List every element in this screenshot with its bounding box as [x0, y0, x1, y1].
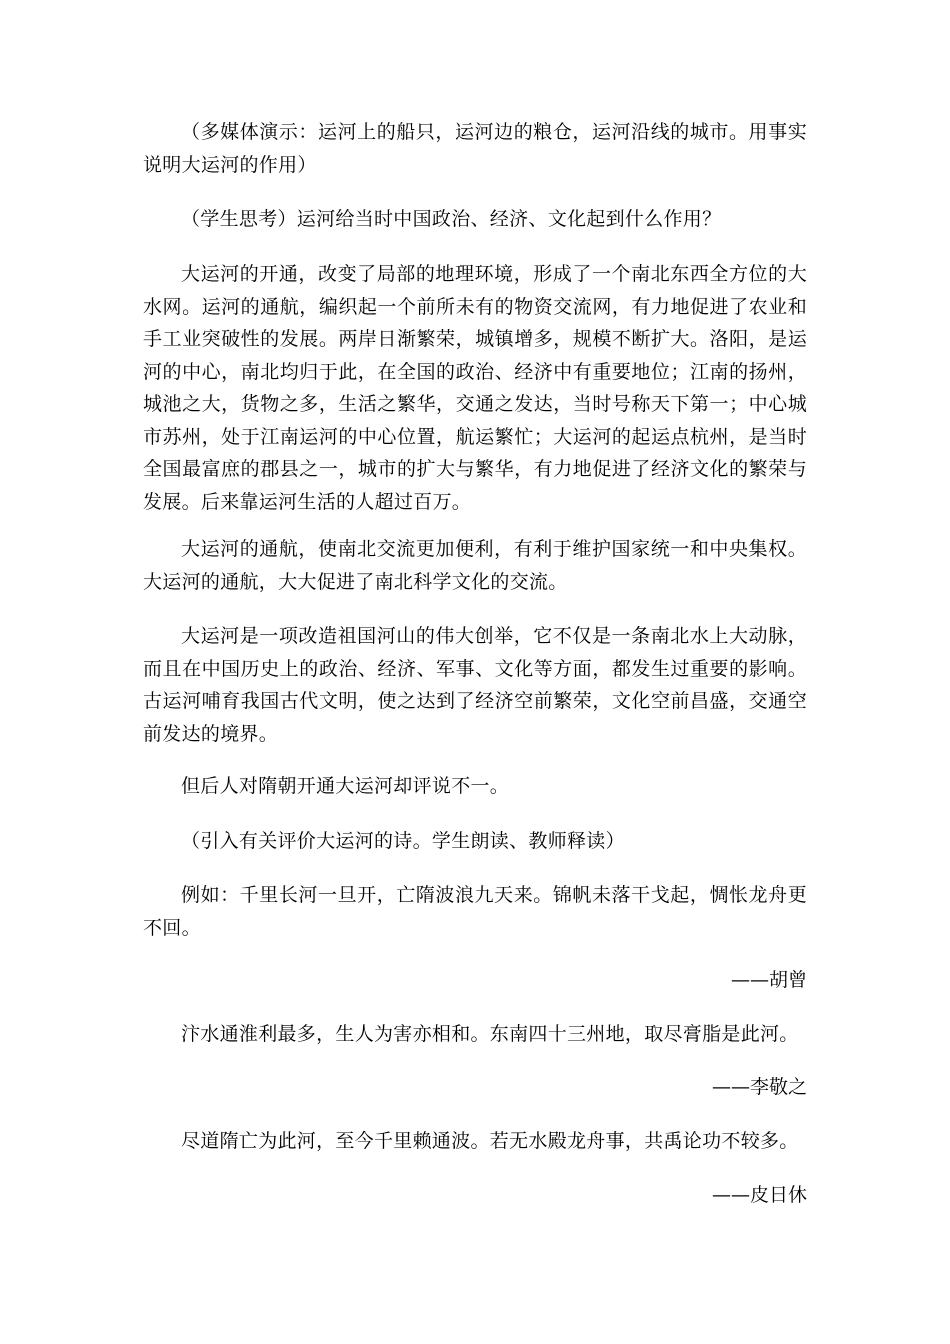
- paragraph-poem-intro: （引入有关评价大运河的诗。学生朗读、教师释读）: [181, 830, 625, 852]
- paragraph-student-question: （学生思考）运河给当时中国政治、经济、文化起到什么作用？: [181, 208, 722, 230]
- poem-pi-rixiu-text: 尽道隋亡为此河，至今千里赖通波。若无水殿龙舟事，共禹论功不较多。: [181, 1130, 799, 1152]
- paragraph-canal-navigation: 大运河的通航，使南北交流更加便利，有利于维护国家统一和中央集权。大运河的通航，大大促进了南北科学文化的交流。: [143, 538, 807, 593]
- paragraph-later-evaluation: 但后人对隋朝开通大运河却评说不一。: [181, 775, 510, 797]
- paragraph-canal-significance: 大运河是一项改造祖国河山的伟大创举，它不仅是一条南北水上大动脉，而且在中国历史上的政治、经济、军事、文化等方面，都发生过重要的影响。古运河哺育我国古代文明，使之达到了经济空前繁荣，文化空前昌盛，交通空前发达的境界。: [143, 625, 807, 745]
- paragraph-multimedia-demo: （多媒体演示：运河上的船只，运河边的粮仓，运河沿线的城市。用事实说明大运河的作用）: [143, 121, 807, 176]
- poem-hu-zeng-text: 例如：千里长河一旦开，亡隋波浪九天来。锦帆未落干戈起，惆怅龙舟更不回。: [143, 884, 807, 939]
- poem-li-jingzhi-text: 汴水通淮利最多，生人为害亦相和。东南四十三州地，取尽膏脂是此河。: [181, 1023, 799, 1045]
- poem-pi-rixiu-author: ——皮日休: [711, 1184, 807, 1206]
- poem-hu-zeng-author: ——胡曾: [730, 969, 807, 991]
- poem-li-jingzhi-author: ——李敬之: [711, 1076, 807, 1098]
- paragraph-canal-opening: 大运河的开通，改变了局部的地理环境，形成了一个南北东西全方位的大水网。运河的通航，编织起一个前所未有的物资交流网，有力地促进了农业和手工业突破性的发展。两岸日渐繁荣，城镇增多，规模不断扩大。洛阳，是运河的中心，南北均归于此，在全国的政治、经济中有重要地位；江南的扬州，城池之大，货物之多，生活之繁华，交通之发达，当时号称天下第一；中心城市苏州，处于江南运河的中心位置，航运繁忙；大运河的起运点杭州，是当时全国最富庶的郡县之一，城市的扩大与繁华，有力地促进了经济文化的繁荣与发展。后来靠运河生活的人超过百万。: [143, 263, 807, 513]
